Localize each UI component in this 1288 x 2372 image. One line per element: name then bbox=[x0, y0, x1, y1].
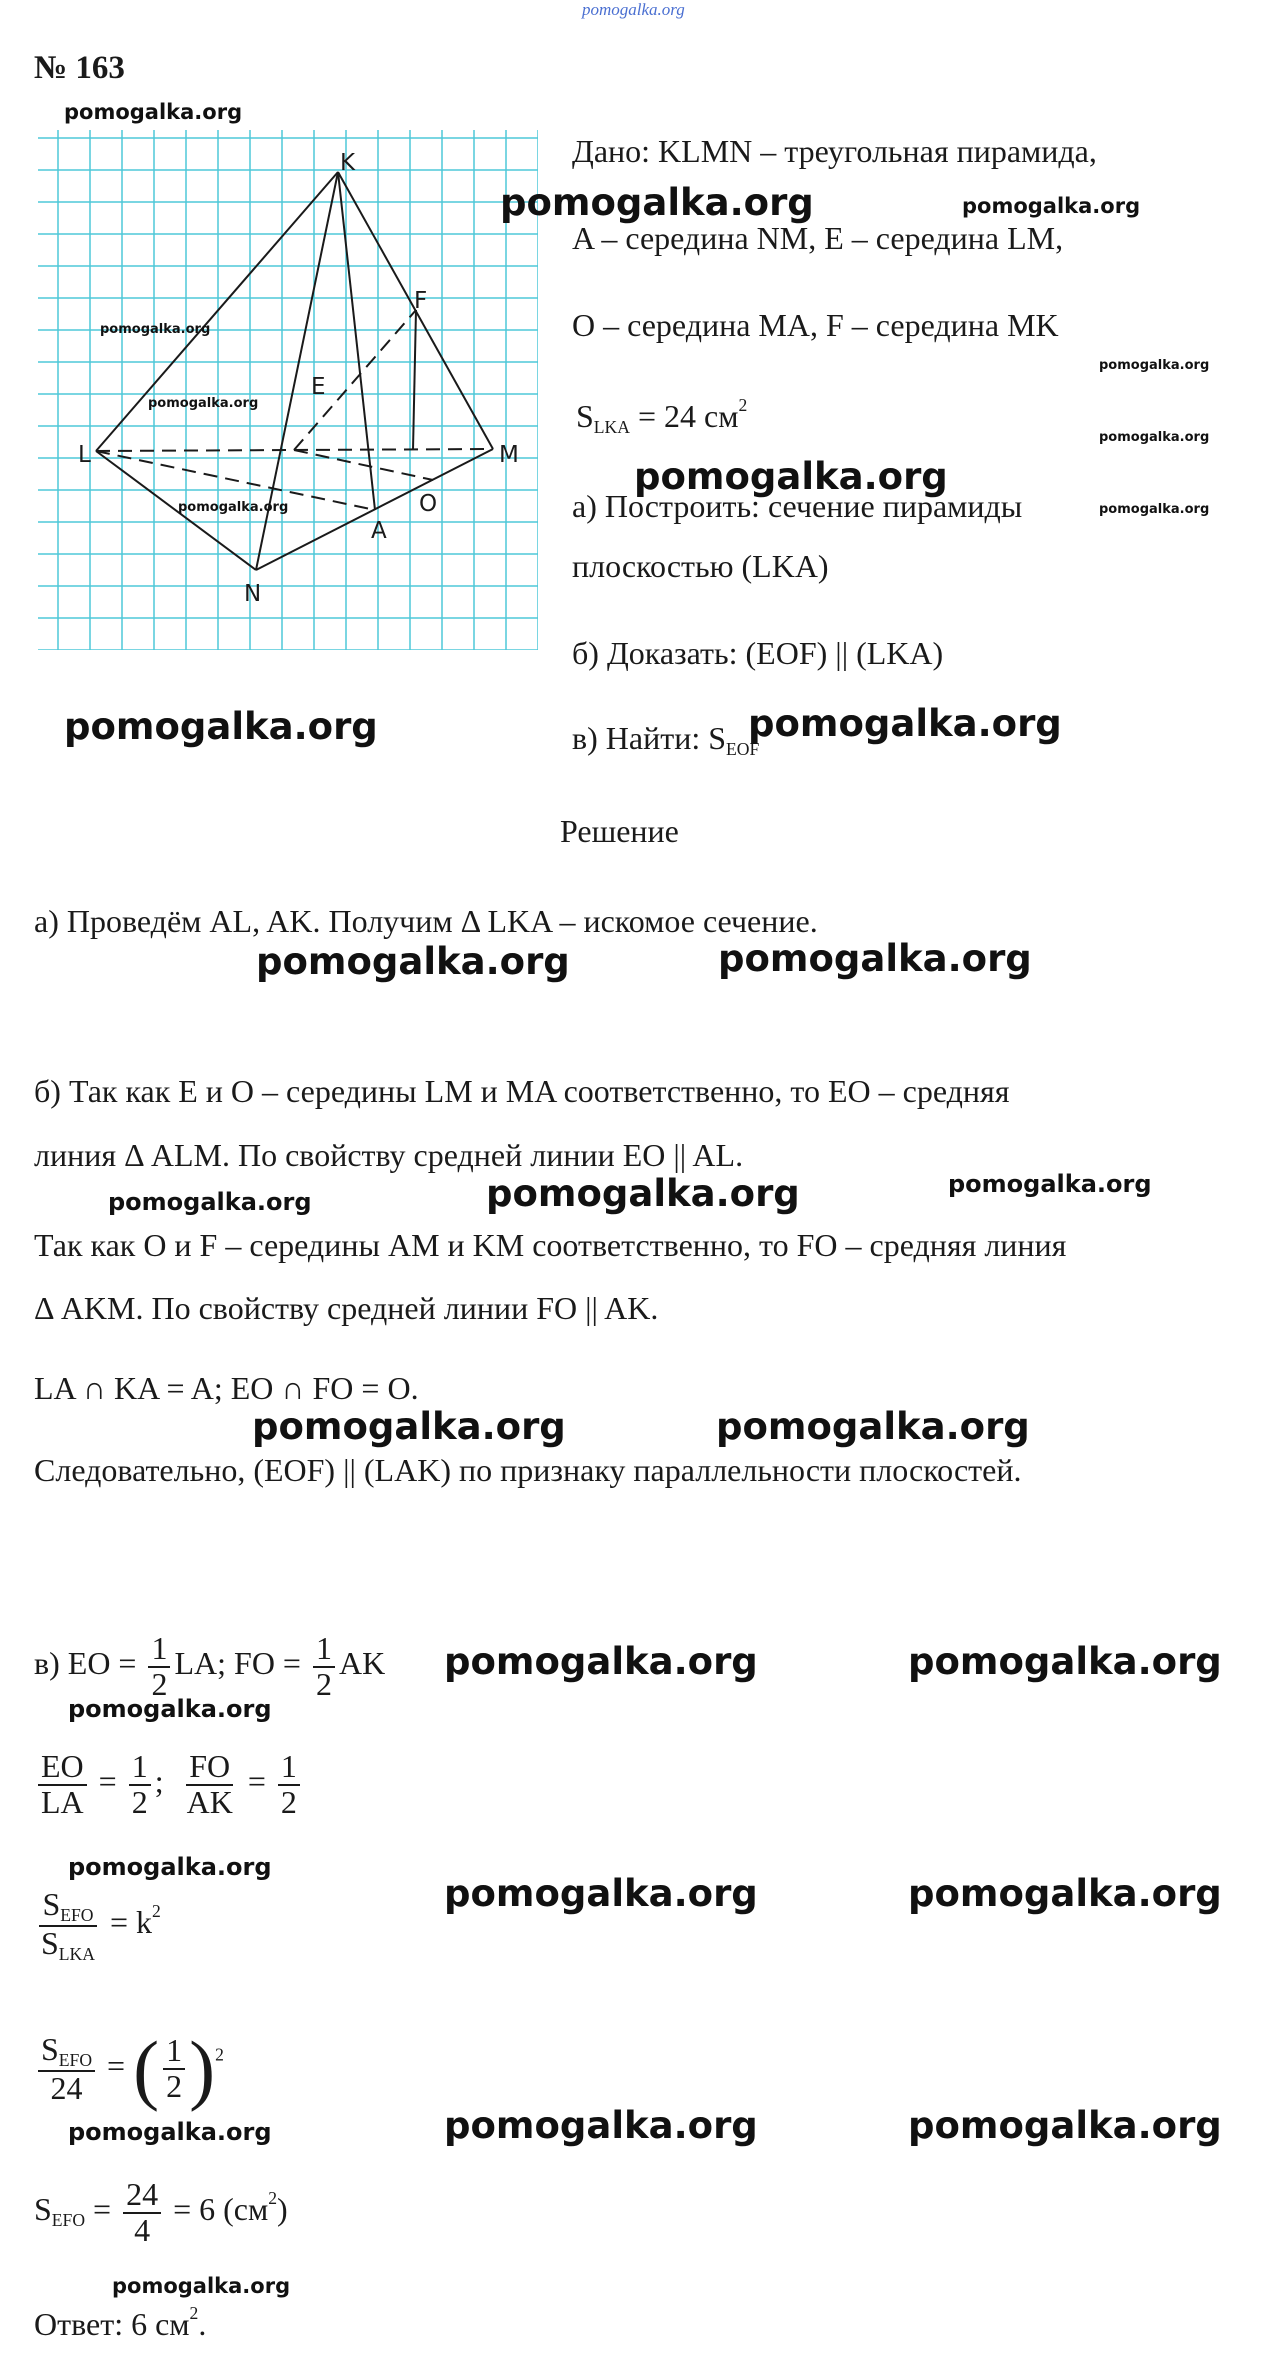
watermark: pomogalka.org bbox=[64, 705, 378, 748]
label-a: A bbox=[371, 518, 387, 544]
label-e: E bbox=[311, 374, 326, 400]
formula-area-ratio: $\frac{S_{EFO}}{S_{LKA}}$ = $k^2$ bbox=[41, 1886, 161, 1964]
watermark: pomogalka.org bbox=[908, 1872, 1222, 1915]
given-task-b: б) Доказать: (EOF) || (LKA) bbox=[572, 635, 944, 671]
watermark: pomogalka.org bbox=[444, 1640, 758, 1683]
grid bbox=[38, 130, 538, 650]
watermark: pomogalka.org bbox=[256, 940, 570, 983]
formula-area-equation: $\frac{S_{EFO}}{24}$ = ( $\frac{1}{2}$ )$^2$ bbox=[34, 2030, 224, 2108]
label-n: N bbox=[244, 581, 262, 607]
watermark: pomogalka.org bbox=[908, 2104, 1222, 2147]
pyramid-figure bbox=[38, 130, 538, 650]
watermark: pomogalka.org bbox=[68, 2118, 272, 2146]
watermark: pomogalka.org bbox=[444, 2104, 758, 2147]
watermark: pomogalka.org bbox=[634, 455, 948, 498]
watermark: pomogalka.org bbox=[948, 1170, 1152, 1198]
watermark: pomogalka.org bbox=[252, 1405, 566, 1448]
watermark: pomogalka.org bbox=[486, 1172, 800, 1215]
pyramid-drawing bbox=[38, 130, 538, 650]
formula-ratios: $\frac{EO}{LA}$ = $\frac{1}{2}$ ; $\frac{FO}{AK}$ = $\frac{1}{2}$ bbox=[34, 1750, 304, 1819]
label-m: M bbox=[499, 442, 519, 468]
segment-ka bbox=[338, 172, 375, 510]
watermark: pomogalka.org bbox=[100, 322, 211, 337]
solution-b-line-3: Так как O и F – середины AM и KM соответственно, то FO – средняя линия bbox=[34, 1227, 1067, 1263]
segment-fo bbox=[413, 310, 416, 450]
solution-title: Решение bbox=[560, 813, 679, 849]
watermark: pomogalka.org bbox=[500, 181, 814, 224]
solution-b-line-5: LA ∩ KA = A; EO ∩ FO = O. bbox=[34, 1370, 419, 1406]
solution-b-line-2: линия Δ ALM. По свойству средней линии EO || AL. bbox=[34, 1137, 744, 1173]
watermark: pomogalka.org bbox=[64, 100, 243, 124]
given-task-a-line-2: плоскостью (LKA) bbox=[572, 548, 829, 584]
watermark: pomogalka.org bbox=[748, 702, 1062, 745]
formula-midlines: в) EO = $\frac{1}{2}$ LA; FO = $\frac{1}{2}$ AK bbox=[34, 1630, 386, 1702]
segment-eo-hidden bbox=[294, 450, 433, 480]
watermark: pomogalka.org bbox=[112, 2274, 291, 2298]
watermark: pomogalka.org bbox=[962, 194, 1141, 218]
watermark: pomogalka.org bbox=[1099, 430, 1210, 445]
solution-b-line-6: Следовательно, (EOF) || (LAK) по признаку параллельности плоскостей. bbox=[34, 1452, 1022, 1488]
watermark: pomogalka.org bbox=[108, 1188, 312, 1216]
solution-b-line-1: б) Так как E и O – середины LM и MA соответственно, то EO – средняя bbox=[34, 1073, 1010, 1109]
given-task-v: в) Найти: $S_{EOF}$ bbox=[572, 720, 760, 760]
watermark: pomogalka.org bbox=[178, 500, 289, 515]
label-f: F bbox=[414, 288, 428, 314]
formula-area-result: $S_{EFO}$ = $\frac{24}{4}$ = 6 $(см^2)$ bbox=[34, 2176, 288, 2248]
watermark: pomogalka.org bbox=[718, 937, 1032, 980]
watermark: pomogalka.org bbox=[1099, 502, 1210, 517]
watermark: pomogalka.org bbox=[1099, 358, 1210, 373]
watermark: pomogalka.org bbox=[716, 1405, 1030, 1448]
watermark: pomogalka.org bbox=[908, 1640, 1222, 1683]
watermark: pomogalka.org bbox=[444, 1872, 758, 1915]
answer: Ответ: 6 $см^2$. bbox=[34, 2303, 207, 2342]
label-l: L bbox=[78, 442, 91, 468]
watermark: pomogalka.org bbox=[68, 1853, 272, 1881]
given-line-1: Дано: KLMN – треугольная пирамида, bbox=[572, 133, 1097, 169]
given-task-a-line-1: а) Построить: сечение пирамиды bbox=[572, 488, 1023, 524]
watermark: pomogalka.org bbox=[68, 1695, 272, 1723]
given-line-3: O – середина MA, F – середина MK bbox=[572, 307, 1059, 343]
given-area: $S_{LKA} = 24$ $см^2$ bbox=[576, 395, 748, 437]
given-line-2: A – середина NM, E – середина LM, bbox=[572, 220, 1064, 256]
label-o: O bbox=[419, 491, 438, 517]
solution-b-line-4: Δ AKM. По свойству средней линии FO || AK. bbox=[34, 1290, 659, 1326]
solution-a: а) Проведём AL, AK. Получим Δ LKA – искомое сечение. bbox=[34, 903, 818, 939]
watermark: pomogalka.org bbox=[148, 396, 259, 411]
task-number: № 163 bbox=[34, 50, 125, 86]
label-k: K bbox=[340, 150, 356, 176]
header-watermark: pomogalka.org bbox=[582, 0, 685, 19]
